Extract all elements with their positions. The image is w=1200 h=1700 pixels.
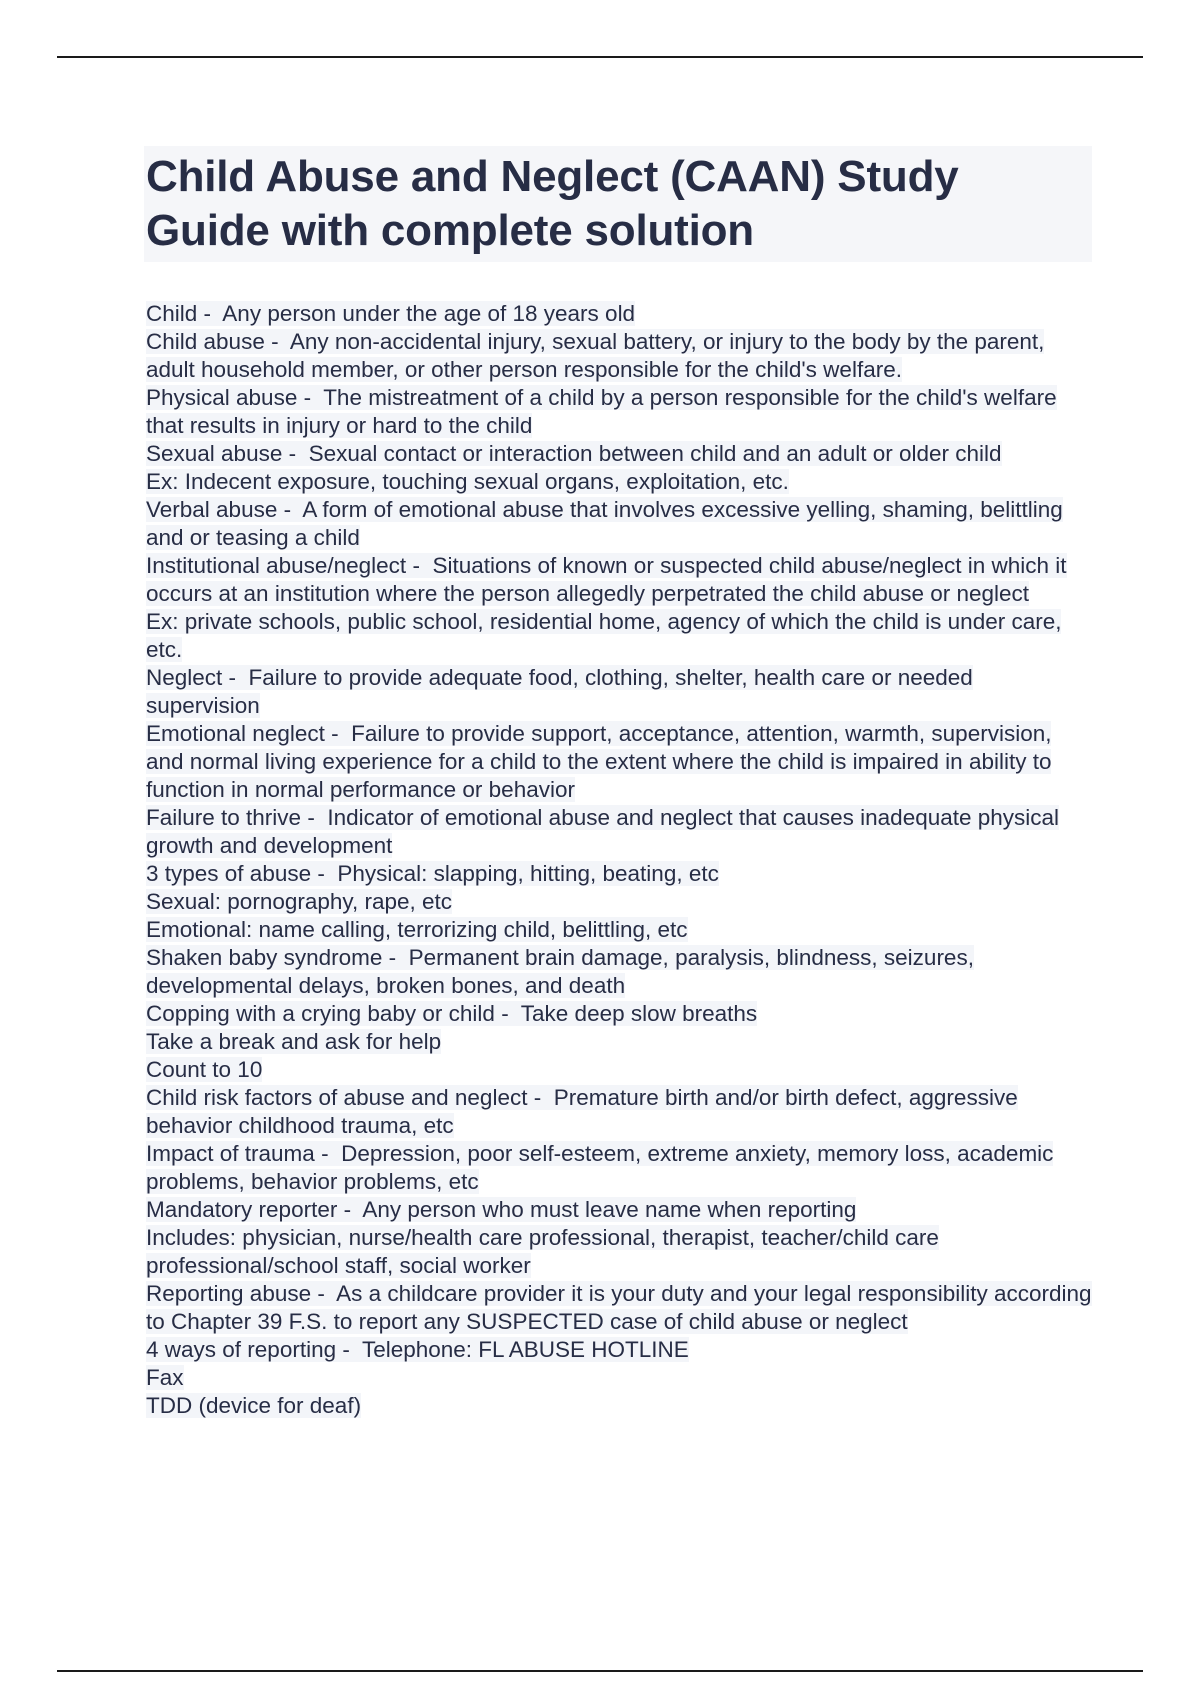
entry-definition: As a childcare provider it is your duty and your legal responsibility according to Chapter 39 F.S. to report any SUSPECTED case of child abuse or neglect <box>146 1281 1092 1334</box>
glossary-entry <box>146 1084 1092 1140</box>
entry-definition: Failure to provide adequate food, clothing, shelter, health care or needed supervision <box>146 665 973 718</box>
document-title: Child Abuse and Neglect (CAAN) Study Guide with complete solution <box>146 152 959 255</box>
entry-definition: Situations of known or suspected child abuse/neglect in which it occurs at an institution where the person allegedly perpetrated the child abuse or neglect <box>146 553 1067 606</box>
entry-term: Shaken baby syndrome <box>146 945 383 970</box>
glossary-entry <box>146 552 1092 664</box>
entry-term: Copping with a crying baby or child <box>146 1001 495 1026</box>
entry-highlight <box>146 329 1044 382</box>
glossary-entry <box>146 440 1092 496</box>
entry-term: Verbal abuse <box>146 497 278 522</box>
term-separator: - <box>222 665 249 690</box>
entry-extra-line: Ex: Indecent exposure, touching sexual organs, exploitation, etc. <box>146 469 789 494</box>
entry-definition: Indicator of emotional abuse and neglect that causes inadequate physical growth and development <box>146 805 1060 858</box>
term-separator: - <box>494 1001 521 1026</box>
glossary-entry <box>146 944 1092 1000</box>
entry-term: Mandatory reporter <box>146 1197 338 1222</box>
bottom-rule <box>57 1670 1143 1672</box>
entry-term: Impact of trauma <box>146 1141 315 1166</box>
entry-term: Reporting abuse <box>146 1281 312 1306</box>
document-body <box>146 300 1092 1420</box>
entry-highlight <box>146 805 1059 858</box>
glossary-entry <box>146 720 1092 804</box>
entry-definition: Sexual contact or interaction between child and an adult or older child <box>308 441 1002 466</box>
term-separator: - <box>337 1197 363 1222</box>
glossary-entry <box>146 1140 1092 1196</box>
entry-definition: Depression, poor self-esteem, extreme anxiety, memory loss, academic problems, behavior problems, etc <box>146 1141 1054 1194</box>
entry-highlight <box>146 721 1051 802</box>
entry-definition: A form of emotional abuse that involves excessive yelling, shaming, belittling and or teasing a child <box>146 497 1063 550</box>
entry-definition: Any person under the age of 18 years old <box>222 301 636 326</box>
glossary-entry <box>146 300 1092 328</box>
entry-term: Child <box>146 301 198 326</box>
entry-highlight <box>146 553 1067 606</box>
entry-term: Child risk factors of abuse and neglect <box>146 1085 528 1110</box>
entry-extra-line: Sexual: pornography, rape, etc <box>146 889 453 914</box>
term-separator: - <box>314 1141 342 1166</box>
term-separator: - <box>282 441 309 466</box>
entry-term: Child abuse <box>146 329 265 354</box>
glossary-entry <box>146 496 1092 552</box>
entry-definition: Take deep slow breaths <box>520 1001 758 1026</box>
entry-term: Neglect <box>146 665 223 690</box>
term-separator: - <box>264 329 290 354</box>
entry-definition: Telephone: FL ABUSE HOTLINE <box>361 1337 689 1362</box>
entry-term: Physical abuse <box>146 385 298 410</box>
entry-definition: The mistreatment of a child by a person responsible for the child's welfare that results in injury or hard to the child <box>146 385 1057 438</box>
entry-highlight <box>146 385 1057 438</box>
entry-highlight <box>146 1337 689 1362</box>
top-rule <box>57 56 1143 58</box>
entry-extra-line: Includes: physician, nurse/health care professional, therapist, teacher/child care professional/school staff, social worker <box>146 1225 939 1278</box>
term-separator: - <box>382 945 409 970</box>
entry-highlight <box>146 861 719 886</box>
entry-extra-line: Take a break and ask for help <box>146 1029 442 1054</box>
glossary-entry <box>146 1196 1092 1280</box>
entry-definition: Any non-accidental injury, sexual battery, or injury to the body by the parent, adult household member, or other person responsible for the child's welfare. <box>146 329 1045 382</box>
entry-term: 3 types of abuse <box>146 861 312 886</box>
glossary-entry <box>146 328 1092 384</box>
title-block <box>144 146 1092 262</box>
entry-definition: Permanent brain damage, paralysis, blindness, seizures, developmental delays, broken bones, and death <box>146 945 974 998</box>
entry-term: Failure to thrive <box>146 805 302 830</box>
entry-extra-line: Emotional: name calling, terrorizing child, belittling, etc <box>146 917 688 942</box>
term-separator: - <box>527 1085 554 1110</box>
entry-definition: Any person who must leave name when reporting <box>362 1197 857 1222</box>
entry-highlight <box>146 1001 757 1026</box>
glossary-entry <box>146 1336 1092 1420</box>
glossary-entry <box>146 860 1092 944</box>
term-separator: - <box>336 1337 362 1362</box>
entry-term: 4 ways of reporting <box>146 1337 337 1362</box>
term-separator: - <box>324 721 352 746</box>
entry-highlight <box>146 1197 856 1222</box>
entry-highlight <box>146 665 973 718</box>
term-separator: - <box>311 1281 337 1306</box>
term-separator: - <box>297 385 324 410</box>
entry-definition: Physical: slapping, hitting, beating, etc <box>337 861 719 886</box>
entry-highlight <box>146 1141 1053 1194</box>
entry-term: Institutional abuse/neglect <box>146 553 407 578</box>
entry-highlight <box>146 301 635 326</box>
term-separator: - <box>277 497 303 522</box>
entry-extra-line: Ex: private schools, public school, residential home, agency of which the child is under care, etc. <box>146 609 1062 662</box>
entry-highlight <box>146 441 1002 466</box>
glossary-entry <box>146 1280 1092 1336</box>
entry-term: Sexual abuse <box>146 441 283 466</box>
entry-highlight <box>146 945 974 998</box>
entry-definition: Premature birth and/or birth defect, aggressive behavior childhood trauma, etc <box>146 1085 1018 1138</box>
term-separator: - <box>301 805 328 830</box>
term-separator: - <box>197 301 223 326</box>
glossary-entry <box>146 664 1092 720</box>
term-separator: - <box>406 553 433 578</box>
entry-highlight <box>146 1085 1018 1138</box>
entry-extra-line: TDD (device for deaf) <box>146 1393 362 1418</box>
entry-term: Emotional neglect <box>146 721 325 746</box>
entry-highlight <box>146 1281 1092 1334</box>
entry-extra-line: Fax <box>146 1365 184 1390</box>
term-separator: - <box>311 861 338 886</box>
entry-definition: Failure to provide support, acceptance, attention, warmth, supervision, and normal living experience for a child to the extent where the child is impaired in ability to function in normal performance or behavior <box>146 721 1052 802</box>
glossary-entry <box>146 804 1092 860</box>
entry-extra-line: Count to 10 <box>146 1057 263 1082</box>
glossary-entry <box>146 1000 1092 1084</box>
glossary-entry <box>146 384 1092 440</box>
entry-highlight <box>146 497 1063 550</box>
